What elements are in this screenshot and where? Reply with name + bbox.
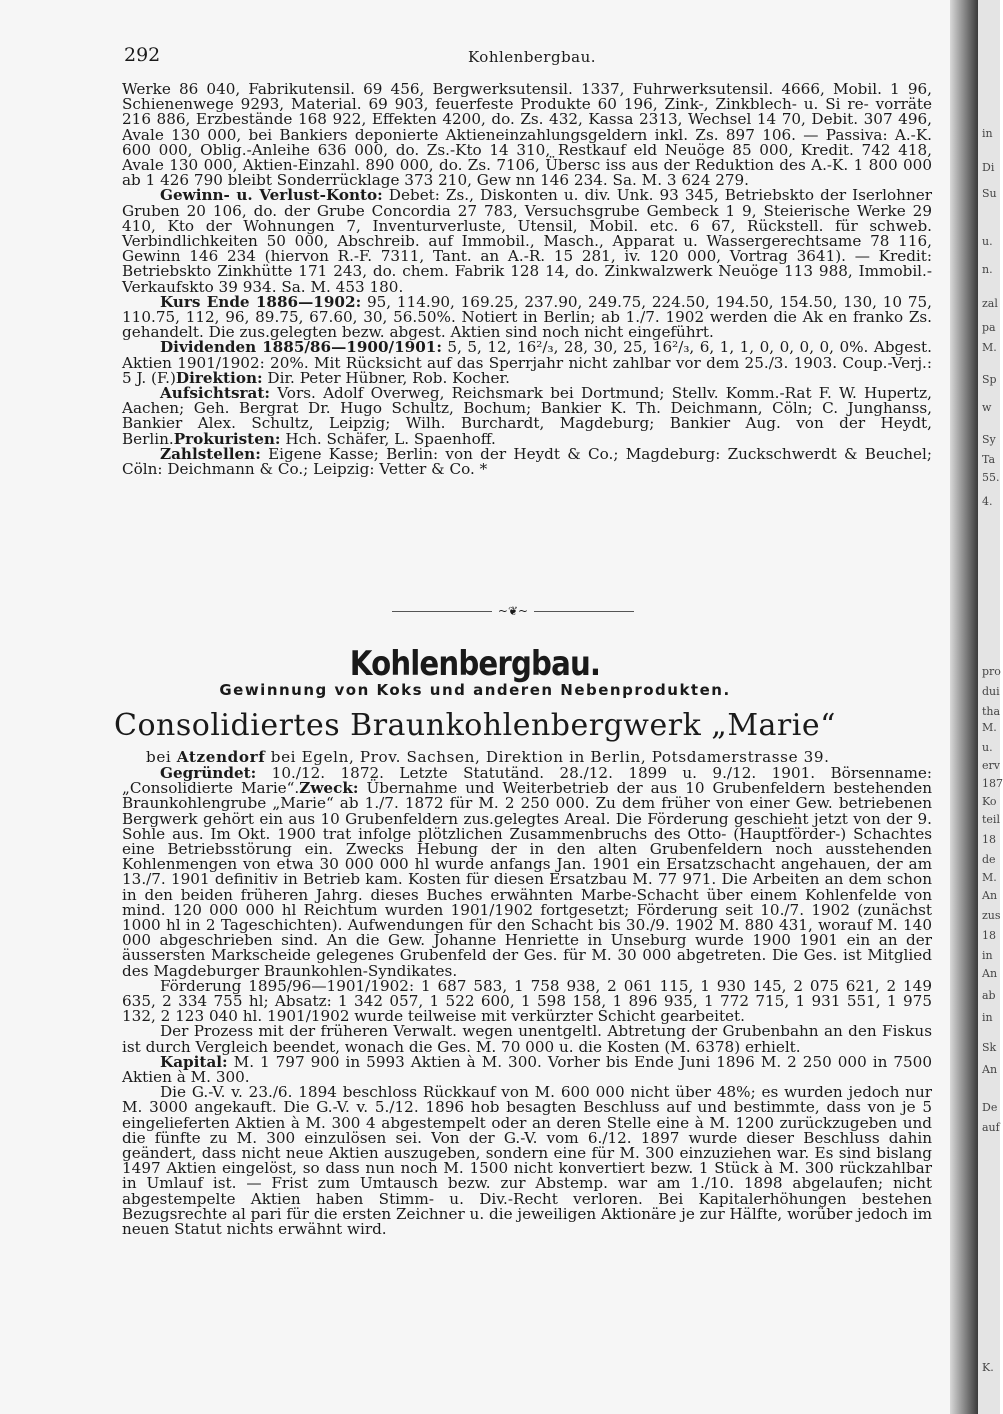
facing-page-fragments — [980, 0, 1003, 1414]
running-head: Kohlenbergbau. — [468, 48, 597, 66]
paragraph-label: Zweck: — [299, 779, 359, 798]
paragraph-text: Eigene Kasse; Berlin: von der Heydt & Co.; Magdeburg: Zuckschwerdt & Beuchel; Cöln: Deichmann & Co.; Leipzig: Vetter & Co. * — [122, 444, 932, 479]
paragraph-text: Werke 86 040, Fabrikutensil. 69 456, Bergwerksutensil. 1337, Fuhrwerksutensil. 4666, Mobil. 1 96, Schienenwege 9293, Material. 69 903, feuerfeste Produkte 60 196, Zink-, Zinkblech- u. Si re- vorräte 216 886, Erzbestände 168 922, Effekten 4200, do. Zs. 432, Kassa 2313, Wechsel 14 70, Debit. 307 496, Avale 130 000, bei Bankiers deponierte Aktieneinzahlungsgeldern inkl. Zs. 897 106. — Passiva: A.-K. 600 000, Oblig.-Anleihe 636 000, do. Zs.-Kto 14 310, Restkauf eld Neuöge 85 000, Kredit. 742 418, Avale 130 000, Aktien-Einzahl. 890 000, do. Zs. 7106, Übersc iss aus der Reduktion des A.-K. 1 800 000 ab 1 426 790 bleibt Sonderrücklage 373 210, Gew nn 146 234. Sa. M. 3 624 279. — [122, 80, 932, 190]
paragraph-text: Übernahme und Weiterbetrieb der aus 10 Grubenfeldern bestehenden Braunkohlengrube „Marie“ ab 1./7. 1872 für M. 2 250 000. Zu dem früher von einer Gew. betriebenen Bergwerk gehört ein aus 10 Grubenfeldern zus.gelegtes Areal. Die Förderung geschieht jetzt von der 9. Sohle aus. Im Okt. 1900 trat infolge plötzlichen Zusammenbruchs des Otto- (Hauptförder-) Schachtes eine Betriebsstörung ein. Zwecks Hebung der in den alten Grubenfeldern noch ausstehenden Kohlenmengen von etwa 30 000 000 hl wurde anfangs Jan. 1901 ein Ersatzschacht angehauen, der am 13./7. 1901 definitiv in Betrieb kam. Kosten für diesen Ersatzbau M. 77 971. Die Arbeiten an dem schon in den beiden früheren Jahrg. dieses Buches erwähnten Marbe-Schacht über einem Kohlenfelde von mind. 120 000 000 hl Reichtum wurden 1901/1902 fortgesetzt; Förderung seit 10./7. 1902 (zunächst 1000 hl in 2 Tageschichten). Aufwendungen für den Schacht bis 30./9. 1902 M. 880 431, worauf M. 140 000 abgeschrieben sind. An die Gew. Johanne Henriette in Unseburg wurde 1900 1901 ein an der äussersten Markscheide gelegenes Grubenfeld der Ges. für M. 30 000 abgetreten. Die Ges. ist Mitglied des Magdeburger Braunkohlen-Syndikates. — [122, 779, 932, 980]
block1-paragraph-4 — [122, 386, 932, 447]
page-header — [120, 44, 940, 74]
paragraph-label: Kapital: — [160, 1052, 228, 1071]
facing-page-fragment: Sp — [982, 373, 997, 386]
facing-page-fragment: w — [982, 401, 992, 414]
facing-page-fragment: Sy — [982, 433, 996, 446]
facing-page-fragment: pa — [982, 321, 996, 334]
block2-paragraph-2 — [122, 1024, 932, 1054]
paragraph-label: Prokuristen: — [173, 429, 281, 448]
facing-page-fragment: auf — [982, 1121, 1000, 1134]
paragraph-text: Debet: Zs., Diskonten u. div. Unk. 93 345, Betriebskto der Iserlohner Gruben 20 106, do. der Grube Concordia 27 783, Versuchsgrube Gembeck 1 9, Steierische Werke 29 410, Kto der Wohnungen 7, Inventurverluste, Utensil, Mobil. etc. 6 67, Rückstell. für schweb. Verbindlichkeiten 50 000, Abschreib. auf Immobil., Masch., Apparat u. Wassergerechtsame 78 116, Gewinn 146 234 (hiervon R.-F. 7311, Tant. an A.-R. 15 281, iv. 120 000, Vortrag 3641). — Kredit: Betriebskto Zinkhütte 171 243, do. chem. Fabrik 128 14, do. Zinkwalzwerk Neuöge 113 988, Immobil.-Verkaufskto 39 934. Sa. M. 453 180. — [122, 186, 932, 296]
facing-page-fragment: Ta — [982, 453, 996, 466]
facing-page-fragment: An — [982, 1063, 998, 1076]
facing-page-fragment: 18 — [982, 833, 996, 846]
divider-ornament: ~❦~ — [497, 604, 529, 618]
facing-page-fragment: De — [982, 1101, 998, 1114]
facing-page-fragment: Su — [982, 187, 997, 200]
block2-paragraph-1 — [122, 976, 932, 1026]
facing-page-fragment: n. — [982, 263, 993, 276]
block1-paragraph-2 — [122, 292, 932, 342]
facing-page-fragment: de — [982, 853, 996, 866]
paragraph-text: Förderung 1895/96—1901/1902: 1 687 583, 1 758 938, 2 061 115, 1 930 145, 2 075 621, 2 149 635, 2 334 755 hl; Absatz: 1 342 057, 1 522 600, 1 598 158, 1 896 935, 1 772 715, 1 931 551, 1 975 132, 2 123 040 hl. 1901/1902 wurde teilweise mit verkürzter Schicht gearbeitet. — [122, 976, 932, 1026]
facing-page-fragment: teil — [982, 813, 1000, 826]
block2-paragraph-3 — [122, 1052, 932, 1087]
facing-page-fragment: M. — [982, 871, 997, 884]
facing-page-fragment: erv — [982, 759, 1000, 772]
block1-paragraph-0 — [122, 82, 932, 188]
facing-page-fragment: in — [982, 949, 993, 962]
facing-page-fragment: Sk — [982, 1041, 997, 1054]
binding-edge — [950, 0, 978, 1414]
page-number: 292 — [124, 44, 161, 66]
facing-page-fragment: tha — [982, 705, 1001, 718]
facing-page-fragment: in — [982, 127, 993, 140]
paragraph-label: Gewinn- u. Verlust-Konto: — [160, 186, 383, 205]
paragraph-label: Dividenden 1885/86—1900/1901: — [160, 338, 442, 357]
block1-paragraph-5 — [122, 444, 932, 479]
facing-page-fragment: K. — [982, 1361, 994, 1374]
facing-page-fragment: u. — [982, 235, 993, 248]
facing-page-fragment: Ko — [982, 795, 997, 808]
facing-page-fragment: An — [982, 889, 998, 902]
paragraph-label: Aufsichtsrat: — [160, 384, 270, 403]
divider-line-right — [534, 611, 634, 612]
company-name: Consolidiertes Braunkohlenbergwerk „Marie“ — [114, 708, 836, 743]
paragraph-text: 10./12. 1872. Letzte Statutänd. 28./12. 1899 u. 9./12. 1901. Börsenname: „Consolidierte Marie“. — [122, 764, 932, 798]
facing-page-fragment: M. — [982, 721, 997, 734]
divider-line-left — [392, 611, 492, 612]
facing-page-fragment: zal — [982, 297, 998, 310]
facing-page-fragment: dui — [982, 685, 1000, 698]
facing-page-fragment: u. — [982, 741, 993, 754]
facing-page-fragment: in — [982, 1011, 993, 1024]
block2-paragraph-0 — [122, 766, 932, 979]
facing-page-fragment: ab — [982, 989, 996, 1002]
location-prefix: bei — [146, 748, 177, 766]
paragraph-label: Kurs Ende 1886—1902: — [160, 292, 362, 311]
facing-page-fragment: An — [982, 967, 998, 980]
paragraph-text: Die G.-V. v. 23./6. 1894 beschloss Rückkauf von M. 600 000 nicht über 48%; es wurden jedoch nur M. 3000 angekauft. Die G.-V. v. 5./12. 1896 hob besagten Beschluss auf und bestimmte, dass von je 5 eingelieferten Aktien à M. 300 4 abgestempelt oder an deren Stelle eine à M. 1200 zurückzugeben und die fünfte zu M. 300 einzulösen sei. Von der G.-V. vom 6./12. 1897 wurde dieser Beschluss dahin geändert, dass nicht neue Aktien auszugeben, sondern eine für M. 300 einzuziehen war. Es sind bislang 1497 Aktien eingelöst, so dass nun noch M. 1500 nicht konvertiert bezw. 1 Stück à M. 300 rückzahlbar in Umlauf ist. — Frist zum Umtausch bezw. zur Abstemp. war am 1./10. 1898 abgelaufen; nicht abgestempelte Aktien haben Stimm- u. Div.-Recht verloren. Bei Kapitalerhöhungen bestehen Bezugsrechte al pari für die ersten Zeichner u. die jeweiligen Aktionäre je zur Hälfte, worüber jedoch im neuen Statut nichts erwähnt wird. — [122, 1083, 932, 1239]
facing-page-fragment: 4. — [982, 495, 993, 508]
paragraph-text: 95, 114.90, 169.25, 237.90, 249.75, 224.50, 194.50, 154.50, 130, 10 75, 110.75, 112, 96, 89.75, 67.60, 30, 56.50%. Notiert in Berlin; ab 1./7. 1902 werden die Ak en franko Zs. gehandelt. Die zus.gelegten bezw. abgest. Aktien sind noch nicht eingeführt. — [122, 292, 932, 342]
facing-page-fragment: M. — [982, 341, 997, 354]
text-block-top — [122, 82, 932, 602]
facing-page-fragment: zus — [982, 909, 1001, 922]
paragraph-text: Der Prozess mit der früheren Verwalt. wegen unentgeltl. Abtretung der Grubenbahn an den Fiskus ist durch Vergleich beendet, wonach die Ges. M. 70 000 u. die Kosten (M. 6378) erhielt. — [122, 1022, 932, 1056]
paragraph-text: Vors. Adolf Overweg, Reichsmark bei Dortmund; Stellv. Komm.-Rat F. W. Hupertz, Aachen; Geh. Bergrat Dr. Hugo Schultz, Bochum; Bankier K. Th. Deichmann, Cöln; C. Junghanss, Bankier Alex. Schultz, Leipzig; Wilh. Burchardt, Magdeburg; Bankier Aug. von der Heydt, Berlin. — [122, 384, 932, 448]
block1-paragraph-3 — [122, 340, 932, 386]
paragraph-text: Dir. Peter Hübner, Rob. Kocher. — [262, 368, 510, 387]
facing-page-fragment: 55. — [982, 471, 1000, 484]
facing-page-fragment: pro — [982, 665, 1001, 678]
block2-paragraph-4 — [122, 1085, 932, 1237]
paragraph-text: Hch. Schäfer, L. Spaenhoff. — [280, 429, 496, 448]
facing-page-fragment: 18 — [982, 929, 996, 942]
paragraph-text: M. 1 797 900 in 5993 Aktien à M. 300. Vorher bis Ende Juni 1896 M. 2 250 000 in 7500 Aktien à M. 300. — [122, 1052, 932, 1087]
paragraph-text: 5, 5, 12, 16²/₃, 28, 30, 25, 16²/₃, 6, 1, 1, 0, 0, 0, 0, 0%. Abgest. Aktien 1901/1902: 20%. Mit Rücksicht auf das Sperrjahr nicht zahlbar vor dem 25./3. 1903. Coup.-Verj.: 5 J. (F.) — [122, 338, 932, 387]
section-title: Kohlenbergbau. — [349, 644, 601, 684]
text-block-bottom — [122, 766, 932, 1406]
paragraph-label: Zahlstellen: — [160, 444, 261, 463]
location-town: Atzendorf — [176, 748, 266, 766]
block1-paragraph-1 — [122, 188, 932, 294]
section-subtitle: Gewinnung von Koks und anderen Nebenprodukten. — [219, 681, 731, 699]
paragraph-label: Direktion: — [175, 368, 263, 387]
location-rest: bei Egeln, Prov. Sachsen, Direktion in Berlin, Potsdamerstrasse 39. — [265, 748, 830, 766]
paragraph-label: Gegründet: — [160, 764, 257, 782]
facing-page-fragment: 187 — [982, 777, 1003, 790]
facing-page-fragment: Di — [982, 161, 995, 174]
section-divider — [392, 604, 634, 618]
